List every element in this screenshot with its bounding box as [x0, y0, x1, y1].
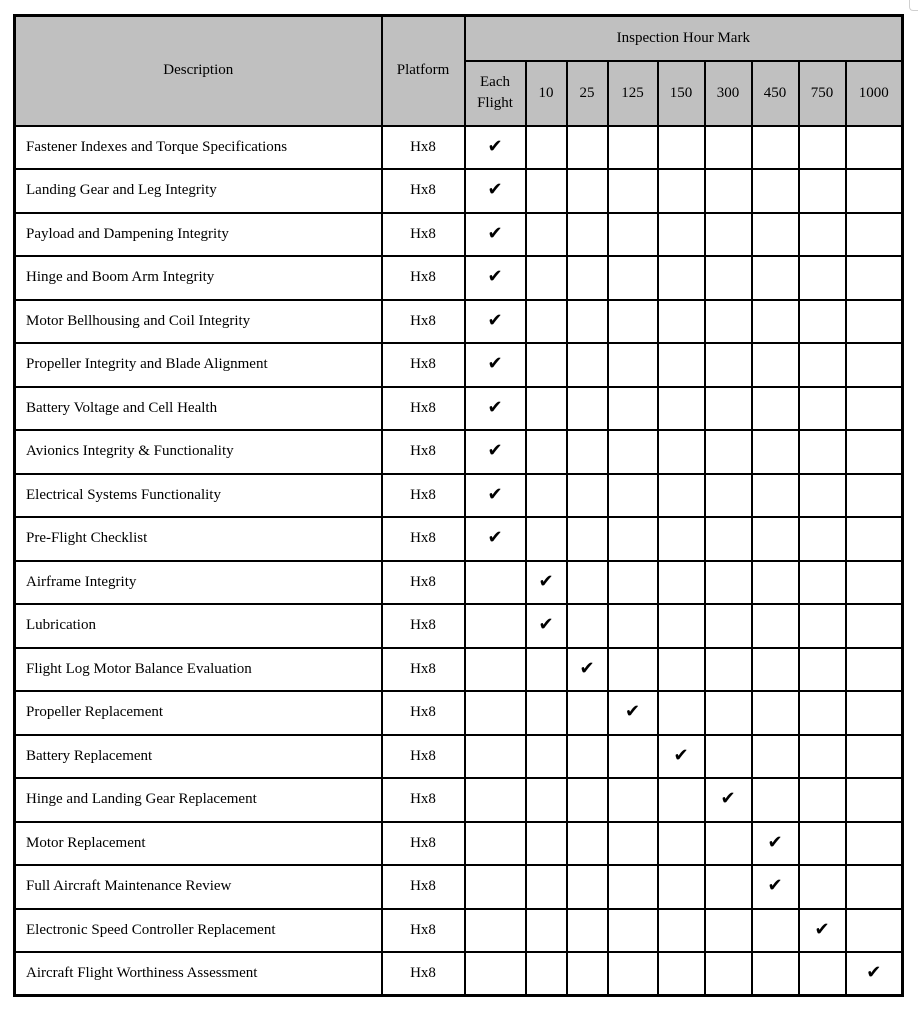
- interval-cell-each-flight: [465, 300, 526, 344]
- interval-cell-each-flight: [465, 952, 526, 996]
- table-row: [15, 474, 903, 518]
- interval-header-25: 25: [567, 61, 608, 126]
- row-platform: Hx8: [382, 778, 465, 822]
- row-platform: Hx8: [382, 648, 465, 692]
- interval-cell-450: [752, 952, 799, 996]
- interval-cell-1000: [846, 691, 903, 735]
- interval-cell-450: [752, 126, 799, 170]
- interval-cell-10: [526, 343, 567, 387]
- interval-cell-10: [526, 474, 567, 518]
- row-description: Motor Bellhousing and Coil Integrity: [15, 300, 382, 344]
- interval-cell-750: [799, 213, 846, 257]
- interval-cell-750: [799, 430, 846, 474]
- interval-header-450: 450: [752, 61, 799, 126]
- interval-cell-150: [658, 735, 705, 779]
- interval-cell-each-flight: [465, 604, 526, 648]
- interval-cell-25: [567, 735, 608, 779]
- interval-cell-300: [705, 735, 752, 779]
- row-platform: Hx8: [382, 517, 465, 561]
- interval-cell-450: [752, 604, 799, 648]
- row-platform: Hx8: [382, 735, 465, 779]
- interval-cell-10: [526, 822, 567, 866]
- interval-header-each-flight: Each Flight: [465, 61, 526, 126]
- interval-cell-each-flight: [465, 822, 526, 866]
- interval-cell-450: [752, 778, 799, 822]
- row-description: Avionics Integrity & Functionality: [15, 430, 382, 474]
- row-description: Full Aircraft Maintenance Review: [15, 865, 382, 909]
- interval-cell-10: [526, 561, 567, 605]
- interval-cell-each-flight: [465, 387, 526, 431]
- interval-cell-125: [608, 865, 658, 909]
- interval-cell-25: [567, 343, 608, 387]
- interval-cell-750: [799, 256, 846, 300]
- interval-cell-750: [799, 169, 846, 213]
- check-mark-icon: ✔: [767, 831, 783, 853]
- interval-cell-10: [526, 865, 567, 909]
- interval-header-750: 750: [799, 61, 846, 126]
- table-row: [15, 517, 903, 561]
- interval-cell-750: [799, 822, 846, 866]
- interval-cell-each-flight: [465, 430, 526, 474]
- interval-cell-125: [608, 778, 658, 822]
- row-description: Fastener Indexes and Torque Specifications: [15, 126, 382, 170]
- interval-header-125: 125: [608, 61, 658, 126]
- interval-cell-25: [567, 604, 608, 648]
- interval-cell-125: [608, 735, 658, 779]
- interval-cell-125: [608, 213, 658, 257]
- interval-cell-150: [658, 517, 705, 561]
- row-platform: Hx8: [382, 691, 465, 735]
- check-mark-icon: ✔: [538, 570, 554, 592]
- table-row: [15, 169, 903, 213]
- interval-cell-1000: [846, 126, 903, 170]
- interval-cell-1000: [846, 561, 903, 605]
- interval-cell-450: [752, 517, 799, 561]
- table-row: [15, 604, 903, 648]
- table-row: [15, 735, 903, 779]
- interval-cell-25: [567, 778, 608, 822]
- row-description: Propeller Replacement: [15, 691, 382, 735]
- row-description: Pre-Flight Checklist: [15, 517, 382, 561]
- interval-cell-each-flight: [465, 343, 526, 387]
- interval-cell-each-flight: [465, 561, 526, 605]
- interval-cell-each-flight: [465, 778, 526, 822]
- table-row: [15, 343, 903, 387]
- check-mark-icon: ✔: [673, 744, 689, 766]
- interval-cell-1000: [846, 778, 903, 822]
- interval-cell-125: [608, 256, 658, 300]
- table-row: [15, 126, 903, 170]
- check-mark-icon: ✔: [487, 353, 503, 375]
- interval-cell-300: [705, 343, 752, 387]
- interval-cell-10: [526, 256, 567, 300]
- interval-cell-125: [608, 300, 658, 344]
- interval-cell-300: [705, 256, 752, 300]
- interval-cell-10: [526, 909, 567, 953]
- interval-cell-150: [658, 343, 705, 387]
- interval-cell-25: [567, 691, 608, 735]
- interval-cell-300: [705, 300, 752, 344]
- table-row: [15, 865, 903, 909]
- table-body: [15, 126, 903, 996]
- check-mark-icon: ✔: [487, 309, 503, 331]
- interval-cell-450: [752, 387, 799, 431]
- check-mark-icon: ✔: [487, 266, 503, 288]
- interval-cell-125: [608, 430, 658, 474]
- interval-cell-25: [567, 474, 608, 518]
- row-platform: Hx8: [382, 822, 465, 866]
- interval-cell-10: [526, 952, 567, 996]
- interval-cell-750: [799, 735, 846, 779]
- interval-cell-25: [567, 909, 608, 953]
- interval-cell-750: [799, 387, 846, 431]
- interval-cell-10: [526, 604, 567, 648]
- interval-cell-10: [526, 387, 567, 431]
- interval-cell-10: [526, 735, 567, 779]
- check-mark-icon: ✔: [720, 788, 736, 810]
- table-row: [15, 300, 903, 344]
- check-mark-icon: ✔: [579, 657, 595, 679]
- interval-cell-25: [567, 300, 608, 344]
- row-platform: Hx8: [382, 343, 465, 387]
- row-description: Electrical Systems Functionality: [15, 474, 382, 518]
- interval-cell-750: [799, 865, 846, 909]
- interval-cell-125: [608, 561, 658, 605]
- interval-cell-450: [752, 691, 799, 735]
- interval-cell-450: [752, 561, 799, 605]
- interval-cell-10: [526, 648, 567, 692]
- table-row: [15, 952, 903, 996]
- interval-cell-450: [752, 213, 799, 257]
- row-platform: Hx8: [382, 169, 465, 213]
- interval-cell-1000: [846, 865, 903, 909]
- row-platform: Hx8: [382, 256, 465, 300]
- interval-cell-750: [799, 648, 846, 692]
- row-platform: Hx8: [382, 430, 465, 474]
- interval-cell-10: [526, 126, 567, 170]
- interval-cell-125: [608, 952, 658, 996]
- interval-cell-125: [608, 691, 658, 735]
- interval-cell-each-flight: [465, 865, 526, 909]
- interval-cell-750: [799, 691, 846, 735]
- interval-cell-150: [658, 778, 705, 822]
- row-platform: Hx8: [382, 387, 465, 431]
- interval-cell-25: [567, 213, 608, 257]
- row-description: Hinge and Boom Arm Integrity: [15, 256, 382, 300]
- interval-cell-1000: [846, 735, 903, 779]
- interval-cell-25: [567, 126, 608, 170]
- row-description: Propeller Integrity and Blade Alignment: [15, 343, 382, 387]
- check-mark-icon: ✔: [487, 179, 503, 201]
- interval-cell-10: [526, 778, 567, 822]
- interval-cell-25: [567, 387, 608, 431]
- interval-header-1000: 1000: [846, 61, 903, 126]
- row-description: Lubrication: [15, 604, 382, 648]
- interval-cell-450: [752, 735, 799, 779]
- interval-cell-300: [705, 474, 752, 518]
- interval-cell-300: [705, 517, 752, 561]
- interval-cell-300: [705, 604, 752, 648]
- interval-cell-each-flight: [465, 909, 526, 953]
- table-row: [15, 778, 903, 822]
- interval-cell-10: [526, 169, 567, 213]
- interval-cell-300: [705, 648, 752, 692]
- row-platform: Hx8: [382, 474, 465, 518]
- row-platform: Hx8: [382, 126, 465, 170]
- interval-cell-125: [608, 474, 658, 518]
- interval-cell-450: [752, 822, 799, 866]
- interval-cell-each-flight: [465, 648, 526, 692]
- interval-cell-450: [752, 430, 799, 474]
- interval-cell-125: [608, 517, 658, 561]
- interval-cell-450: [752, 909, 799, 953]
- interval-cell-750: [799, 517, 846, 561]
- check-mark-icon: ✔: [538, 614, 554, 636]
- interval-cell-300: [705, 822, 752, 866]
- row-description: Landing Gear and Leg Integrity: [15, 169, 382, 213]
- table-row: [15, 430, 903, 474]
- interval-cell-1000: [846, 952, 903, 996]
- interval-cell-300: [705, 169, 752, 213]
- interval-cell-150: [658, 952, 705, 996]
- platform-header: Platform: [382, 16, 465, 126]
- interval-cell-150: [658, 430, 705, 474]
- interval-cell-300: [705, 865, 752, 909]
- row-description: Airframe Integrity: [15, 561, 382, 605]
- interval-cell-1000: [846, 604, 903, 648]
- table-row: [15, 387, 903, 431]
- interval-cell-150: [658, 387, 705, 431]
- row-description: Hinge and Landing Gear Replacement: [15, 778, 382, 822]
- interval-cell-25: [567, 430, 608, 474]
- interval-cell-1000: [846, 430, 903, 474]
- interval-cell-750: [799, 300, 846, 344]
- interval-cell-150: [658, 865, 705, 909]
- interval-cell-125: [608, 604, 658, 648]
- interval-cell-450: [752, 865, 799, 909]
- interval-cell-750: [799, 778, 846, 822]
- description-header: Description: [15, 16, 382, 126]
- interval-cell-300: [705, 909, 752, 953]
- interval-cell-10: [526, 691, 567, 735]
- row-description: Battery Replacement: [15, 735, 382, 779]
- table-row: [15, 909, 903, 953]
- interval-cell-300: [705, 213, 752, 257]
- check-mark-icon: ✔: [624, 701, 641, 723]
- interval-cell-750: [799, 561, 846, 605]
- interval-header-150: 150: [658, 61, 705, 126]
- inspection-hour-mark-header: Inspection Hour Mark: [465, 16, 903, 61]
- interval-cell-150: [658, 474, 705, 518]
- interval-cell-150: [658, 561, 705, 605]
- interval-cell-125: [608, 343, 658, 387]
- interval-cell-each-flight: [465, 517, 526, 561]
- interval-header-10: 10: [526, 61, 567, 126]
- interval-cell-10: [526, 430, 567, 474]
- interval-cell-150: [658, 126, 705, 170]
- interval-cell-150: [658, 909, 705, 953]
- interval-cell-10: [526, 213, 567, 257]
- row-description: Electronic Speed Controller Replacement: [15, 909, 382, 953]
- row-description: Aircraft Flight Worthiness Assessment: [15, 952, 382, 996]
- interval-cell-150: [658, 213, 705, 257]
- table-row: [15, 691, 903, 735]
- interval-cell-10: [526, 517, 567, 561]
- interval-cell-125: [608, 387, 658, 431]
- table-header: [15, 16, 903, 126]
- interval-cell-150: [658, 604, 705, 648]
- interval-cell-125: [608, 126, 658, 170]
- interval-cell-750: [799, 343, 846, 387]
- row-platform: Hx8: [382, 300, 465, 344]
- interval-cell-25: [567, 256, 608, 300]
- check-mark-icon: ✔: [487, 483, 503, 505]
- row-description: Motor Replacement: [15, 822, 382, 866]
- row-platform: Hx8: [382, 604, 465, 648]
- corner-mark: [909, 0, 918, 11]
- interval-cell-450: [752, 256, 799, 300]
- interval-cell-each-flight: [465, 256, 526, 300]
- interval-cell-450: [752, 300, 799, 344]
- interval-cell-1000: [846, 387, 903, 431]
- row-platform: Hx8: [382, 213, 465, 257]
- interval-cell-1000: [846, 648, 903, 692]
- interval-cell-150: [658, 822, 705, 866]
- row-description: Payload and Dampening Integrity: [15, 213, 382, 257]
- interval-cell-25: [567, 169, 608, 213]
- check-mark-icon: ✔: [487, 527, 503, 549]
- interval-cell-25: [567, 517, 608, 561]
- interval-cell-each-flight: [465, 126, 526, 170]
- check-mark-icon: ✔: [814, 918, 830, 940]
- interval-cell-each-flight: [465, 213, 526, 257]
- interval-cell-300: [705, 952, 752, 996]
- interval-cell-1000: [846, 343, 903, 387]
- interval-cell-450: [752, 169, 799, 213]
- interval-cell-1000: [846, 256, 903, 300]
- interval-cell-300: [705, 561, 752, 605]
- interval-cell-125: [608, 822, 658, 866]
- interval-cell-450: [752, 474, 799, 518]
- interval-cell-750: [799, 126, 846, 170]
- check-mark-icon: ✔: [866, 962, 882, 983]
- interval-header-300: 300: [705, 61, 752, 126]
- check-mark-icon: ✔: [487, 222, 503, 244]
- row-platform: Hx8: [382, 865, 465, 909]
- interval-cell-750: [799, 952, 846, 996]
- check-mark-icon: ✔: [487, 135, 503, 157]
- inspection-schedule-table: [13, 14, 904, 997]
- interval-cell-each-flight: [465, 735, 526, 779]
- row-platform: Hx8: [382, 909, 465, 953]
- interval-cell-150: [658, 256, 705, 300]
- interval-cell-125: [608, 169, 658, 213]
- interval-cell-each-flight: [465, 169, 526, 213]
- interval-cell-125: [608, 909, 658, 953]
- interval-cell-each-flight: [465, 691, 526, 735]
- check-mark-icon: ✔: [487, 396, 503, 418]
- table-row: [15, 213, 903, 257]
- interval-cell-125: [608, 648, 658, 692]
- table-row: [15, 648, 903, 692]
- row-platform: Hx8: [382, 561, 465, 605]
- interval-cell-1000: [846, 822, 903, 866]
- interval-cell-1000: [846, 909, 903, 953]
- row-description: Battery Voltage and Cell Health: [15, 387, 382, 431]
- interval-cell-150: [658, 691, 705, 735]
- interval-cell-25: [567, 822, 608, 866]
- interval-cell-300: [705, 778, 752, 822]
- interval-cell-750: [799, 909, 846, 953]
- interval-cell-1000: [846, 517, 903, 561]
- interval-cell-25: [567, 865, 608, 909]
- table-row: [15, 256, 903, 300]
- interval-cell-25: [567, 952, 608, 996]
- table-row: [15, 822, 903, 866]
- interval-cell-1000: [846, 213, 903, 257]
- interval-cell-150: [658, 169, 705, 213]
- row-platform: Hx8: [382, 952, 465, 996]
- table-row: [15, 561, 903, 605]
- interval-cell-750: [799, 604, 846, 648]
- interval-cell-150: [658, 300, 705, 344]
- interval-cell-25: [567, 561, 608, 605]
- interval-cell-300: [705, 691, 752, 735]
- interval-cell-1000: [846, 474, 903, 518]
- interval-cell-450: [752, 648, 799, 692]
- check-mark-icon: ✔: [487, 440, 503, 462]
- interval-cell-25: [567, 648, 608, 692]
- row-description: Flight Log Motor Balance Evaluation: [15, 648, 382, 692]
- interval-cell-300: [705, 430, 752, 474]
- interval-cell-1000: [846, 169, 903, 213]
- interval-cell-1000: [846, 300, 903, 344]
- interval-cell-450: [752, 343, 799, 387]
- header-row-top: [15, 16, 903, 61]
- interval-cell-750: [799, 474, 846, 518]
- interval-cell-150: [658, 648, 705, 692]
- check-mark-icon: ✔: [767, 875, 783, 897]
- interval-cell-300: [705, 387, 752, 431]
- interval-cell-10: [526, 300, 567, 344]
- interval-cell-300: [705, 126, 752, 170]
- interval-cell-each-flight: [465, 474, 526, 518]
